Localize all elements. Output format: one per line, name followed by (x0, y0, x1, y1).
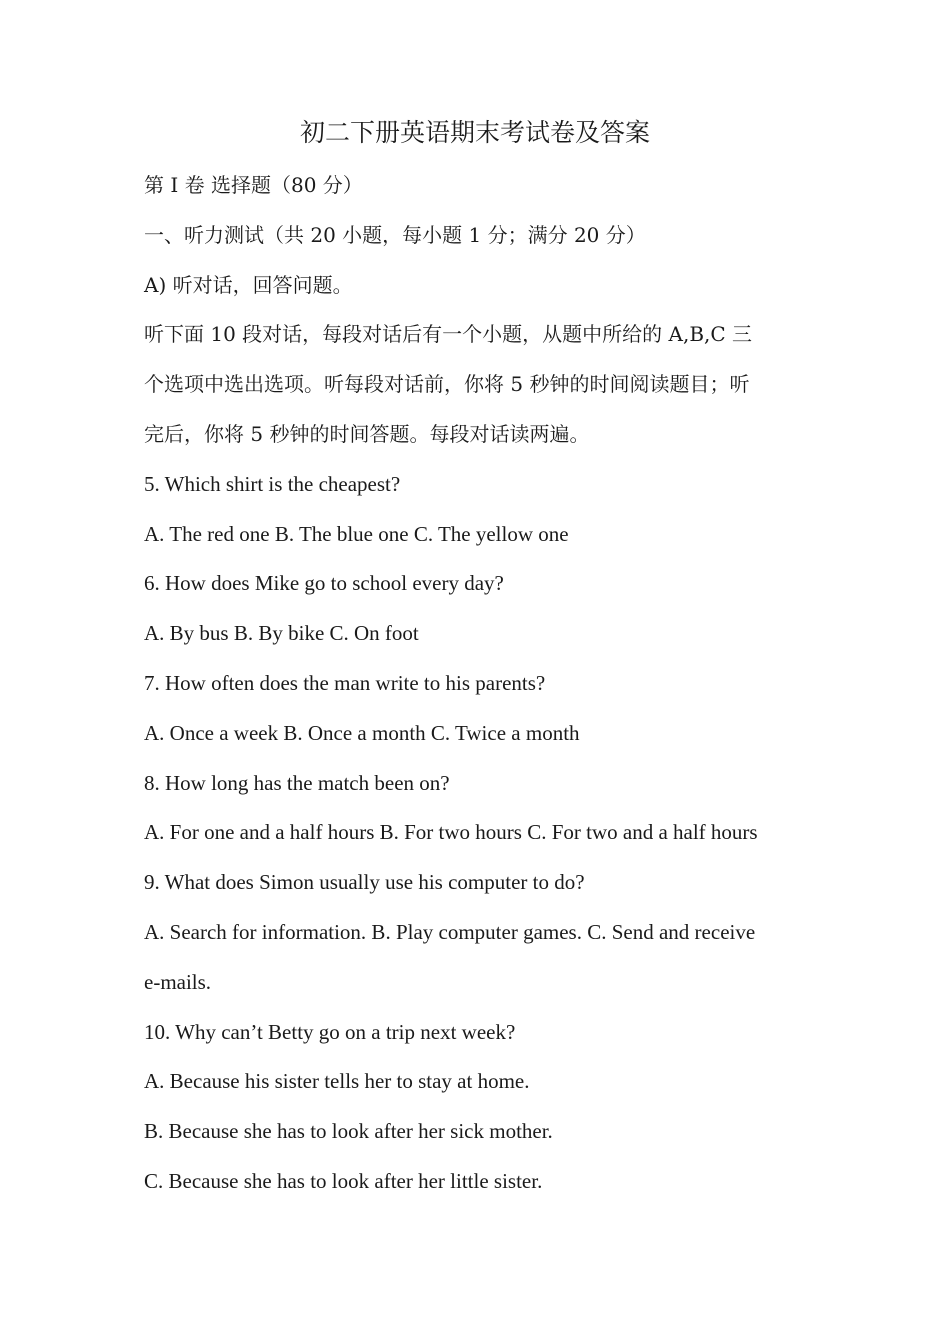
question-option: C. Because she has to look after her little sister. (144, 1168, 543, 1193)
question-text: 7. How often does the man write to his parents? (144, 670, 546, 695)
question-options: A. Once a week B. Once a month C. Twice a month (144, 720, 580, 745)
page-title: 初二下册英语期末考试卷及答案 (299, 118, 650, 147)
document-body (144, 165, 814, 1211)
question-options: A. The red one B. The blue one C. The yellow one (144, 521, 569, 546)
instruction-line: 听下面 10 段对话，每段对话后有一个小题，从题中所给的 A,B,C 三 (144, 322, 753, 347)
part-heading: 一、听力测试（共 20 小题，每小题 1 分；满分 20 分） (144, 222, 646, 247)
question-options: e-mails. (144, 969, 212, 994)
question-option: A. Because his sister tells her to stay at home. (144, 1069, 530, 1094)
question-options: A. By bus B. By bike C. On foot (144, 621, 419, 646)
question-text: 8. How long has the match been on? (144, 770, 450, 795)
question-text: 5. Which shirt is the cheapest? (144, 471, 401, 496)
question-options: A. For one and a half hours B. For two hours C. For two and a half hours (144, 820, 758, 845)
question-option: B. Because she has to look after her sick mother. (144, 1119, 553, 1144)
question-text: 10. Why can’t Betty go on a trip next week? (144, 1019, 516, 1044)
question-options: A. Search for information. B. Play computer games. C. Send and receive (144, 919, 756, 944)
question-text: 9. What does Simon usually use his computer to do? (144, 870, 585, 895)
section-heading: 第 I 卷 选择题（80 分） (144, 173, 363, 197)
question-text: 6. How does Mike go to school every day? (144, 571, 504, 596)
instruction-line: 个选项中选出选项。听每段对话前，你将 5 秒钟的时间阅读题目；听 (144, 372, 750, 397)
instruction-line: 完后，你将 5 秒钟的时间答题。每段对话读两遍。 (144, 421, 590, 446)
subpart-heading: A) 听对话，回答问题。 (144, 272, 353, 297)
